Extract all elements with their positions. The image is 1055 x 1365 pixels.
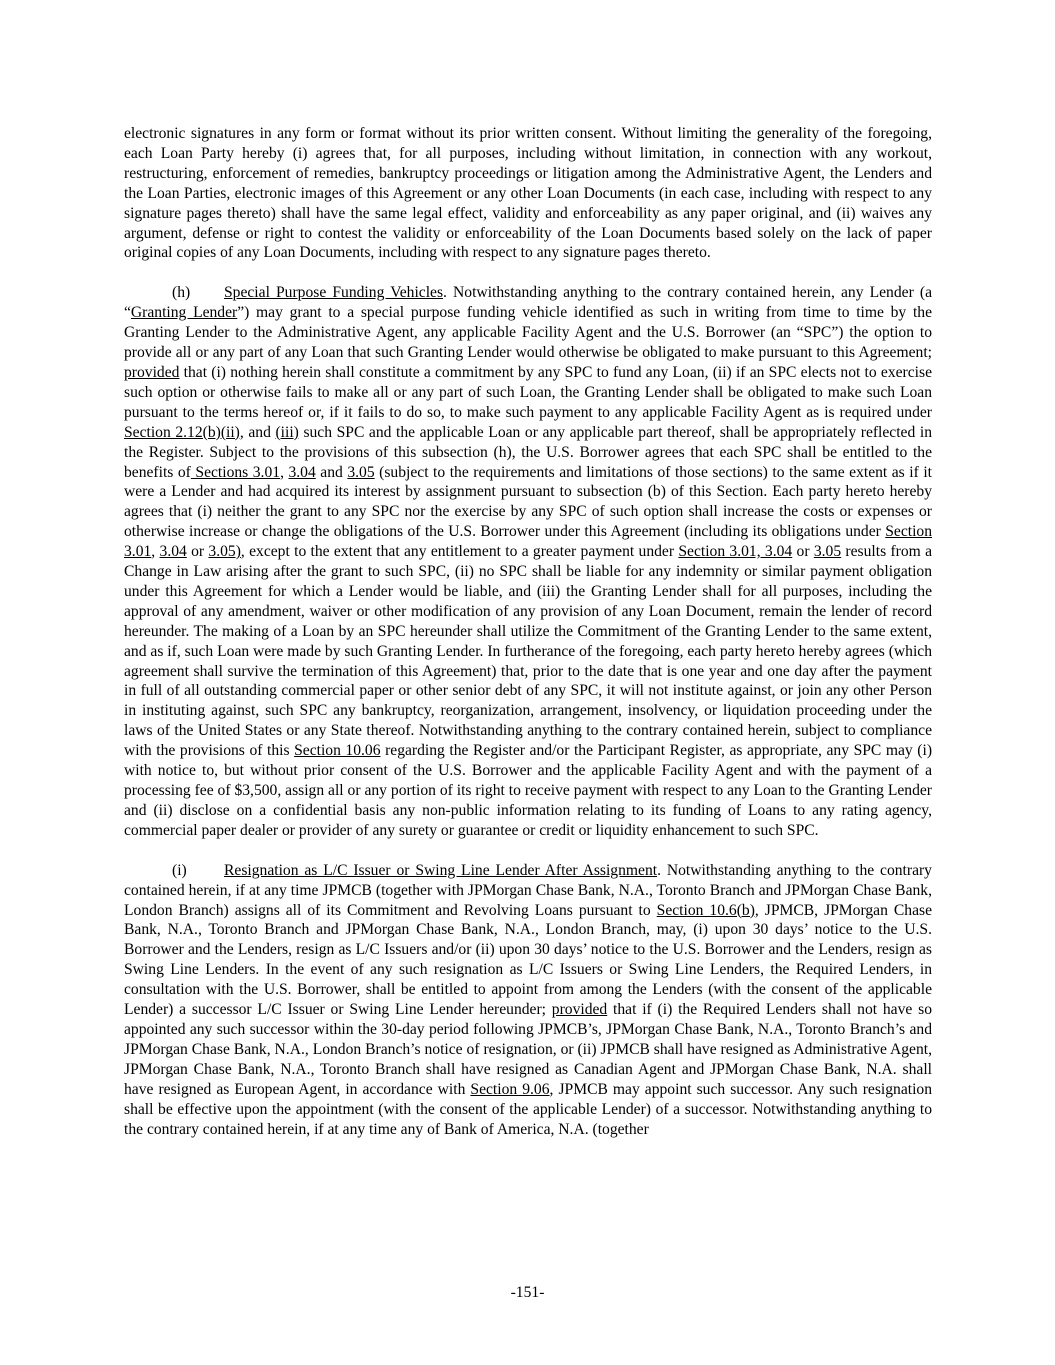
cross-reference-section-3-01-3-04: Section 3.01, 3.04 (678, 543, 793, 561)
cross-reference-3-05: 3.05 (347, 463, 375, 481)
cross-reference-section-3-01: Section 3.01 (124, 523, 932, 561)
paragraph-h-marker: (h) (172, 284, 191, 302)
text-run: that (i) nothing herein shall constitute a commitment by any SPC to fund any Loan, (ii) if an SPC elects not to exercise such option or otherwise fails to make all or any part of such Loan, the Granting Lender shall be obligated to make such Loan pursuant to the terms hereof or, if it fails to do so, to make such payment to any applicable Facility Agent as is required under (124, 363, 932, 421)
cross-reference-3-05: 3.05) (208, 543, 241, 561)
text-run: and (315, 463, 348, 481)
text-run: such SPC and the applicable Loan or any applicable part thereof, shall be appropriately reflected in the Register. Subject to the provisions of this subsection (h), the U.S. Borrower agrees that each SPC shall be entitled to the benefits of (124, 423, 932, 481)
text-run: , (151, 543, 160, 561)
cross-reference-3-04: 3.04 (288, 463, 316, 481)
cross-reference-section-2-12: Section 2.12(b)(ii) (124, 423, 240, 441)
text-run: , JPMCB may appoint such successor. Any such resignation shall be effective upon the appointment (with the consent of the applicable Lender) of a successor. Notwithstanding anything to the contrary contained herein, if at any time any of Bank of America, N.A. (together (124, 1080, 933, 1138)
page-number: -151- (510, 1284, 545, 1301)
cross-reference-iii: (iii) (275, 423, 299, 441)
cross-reference-section-10-06: Section 10.06 (294, 742, 381, 760)
cross-reference-section-10-6b: Section 10.6(b) (656, 901, 755, 919)
text-run: or (186, 543, 209, 561)
text-run: ”) may grant to a special purpose funding vehicle identified as such in writing from time to time by the Granting Lender to the Administrative Agent, any applicable Facility Agent and the U.S. Borrower (an “SPC”) the option to provide all or any part of any Loan that such Granting Lender would otherwise be obligated to make pursuant to this Agreement; (124, 304, 932, 362)
cross-reference-3-04: 3.04 (159, 543, 187, 561)
paragraph-i-heading: Resignation as L/C Issuer or Swing Line Lender After Assignment (224, 861, 658, 879)
paragraph-h-heading: Special Purpose Funding Vehicles (224, 284, 444, 302)
paragraph-i (124, 861, 932, 1140)
text-run: , JPMCB, JPMorgan Chase Bank, N.A., Toronto Branch and JPMorgan Chase Bank, N.A., London Branch, may, (i) upon 30 days’ notice to the U.S. Borrower and the Lenders, resign as L/C Issuers and/or (ii) upon 30 days’ notice to the U.S. Borrower and the Lenders, resign as Swing Line Lenders. In the event of any such resignation as L/C Issuers or Swing Line Lenders, the Required Lenders, in consultation with the U.S. Borrower, shall be entitled to appoint from among the Lenders (with the consent of the applicable Lender) a successor L/C Issuer or Swing Line Lender hereunder; (124, 901, 932, 1019)
text-run: that if (i) the Required Lenders shall not have so appointed any such successor within the 30-day period following JPMCB’s, JPMorgan Chase Bank, N.A., Toronto Branch’s and JPMorgan Chase Bank, N.A., London Branch’s notice of resignation, or (ii) JPMCB shall have resigned as Administrative Agent, JPMorgan Chase Bank, N.A., Toronto Branch shall have resigned as Canadian Agent and JPMorgan Chase Bank, N.A. shall have resigned as European Agent, in accordance with (124, 1001, 932, 1098)
document-page (124, 124, 932, 1139)
text-run: . Notwithstanding anything to the contrary contained herein, if at any time JPMCB (together with JPMorgan Chase Bank, N.A., Toronto Branch and JPMorgan Chase Bank, London Branch) assigns all of its Commitment and Revolving Loans pursuant to (124, 861, 932, 919)
text-run: or (792, 543, 814, 561)
cross-reference-3-05: 3.05 (813, 543, 842, 561)
text-run: regarding the Register and/or the Participant Register, as appropriate, any SPC may (i) with notice to, but without prior consent of the U.S. Borrower and the applicable Facility Agent and with the payment of a processing fee of $3,500, assign all or any portion of its right to receive payment with respect to any Loan to the Granting Lender and (ii) disclose on a confidential basis any non-public information relating to its funding of Loans to any rating agency, commercial paper dealer or provider of any surety or guarantee or credit or liquidity enhancement to such SPC. (124, 742, 933, 839)
defined-term-granting-lender: Granting Lender (130, 304, 238, 322)
text-run: results from a Change in Law arising after the grant to such SPC, (ii) no SPC shall be liable for any indemnity or similar payment obligation under this Agreement for which a Lender would be liable, and (iii) the Granting Lender shall for all purposes, including the approval of any amendment, waiver or other modification of any provision of any Loan Document, remain the lender of record hereunder. The making of a Loan by an SPC hereunder shall utilize the Commitment of the Granting Lender to the same extent, and as if, such Loan were made by such Granting Lender. In furtherance of the foregoing, each party hereto hereby agrees (which agreement shall survive the termination of this Agreement) that, prior to the date that is one year and one day after the payment in full of all outstanding commercial paper or other senior debt of any SPC, it will not institute against, or join any other Person in instituting against, such SPC any bankruptcy, reorganization, arrangement, insolvency, or liquidation proceeding under the laws of the United States or any State thereof. Notwithstanding anything to the contrary contained herein, subject to compliance with the provisions of this (124, 543, 932, 760)
text-run: . Notwithstanding anything to the contrary contained herein, any Lender (a “ (124, 284, 932, 322)
proviso-provided: provided (124, 363, 180, 381)
text-run: , and (239, 423, 276, 441)
cross-reference-sections-3-01: Sections 3.01 (190, 463, 281, 481)
proviso-provided: provided (551, 1001, 608, 1019)
text-run: , (280, 463, 289, 481)
text-run: , except to the extent that any entitlement to a greater payment under (240, 543, 679, 561)
text-run: (subject to the requirements and limitations of those sections) to the same extent as if it were a Lender and had acquired its interest by assignment pursuant to subsection (b) of this Section. Each party hereto hereby agrees that (i) neither the grant to any SPC nor the exercise by any SPC of such option shall increase the costs or expenses or otherwise increase or change the obligations of the U.S. Borrower under this Agreement (including its obligations under (124, 463, 932, 541)
paragraph-i-marker: (i) (172, 861, 187, 879)
paragraph-h (124, 283, 932, 840)
paragraph-g-continuation: electronic signatures in any form or format without its prior written consent. Without limiting the generality of the foregoing, each Loan Party hereby (i) agrees that, for all purposes, including without limitation, in connection with any workout, restructuring, enforcement of remedies, bankruptcy proceedings or litigation among the Administrative Agent, the Lenders and the Loan Parties, electronic images of this Agreement or any other Loan Documents (in each case, including with respect to any signature pages thereto) shall have the same legal effect, validity and enforceability as any paper original, and (ii) waives any argument, defense or right to contest the validity or enforceability of the Loan Documents based solely on the lack of paper original copies of any Loan Documents, including with respect to any signature pages thereto. (124, 125, 932, 262)
cross-reference-section-9-06: Section 9.06 (470, 1080, 550, 1098)
